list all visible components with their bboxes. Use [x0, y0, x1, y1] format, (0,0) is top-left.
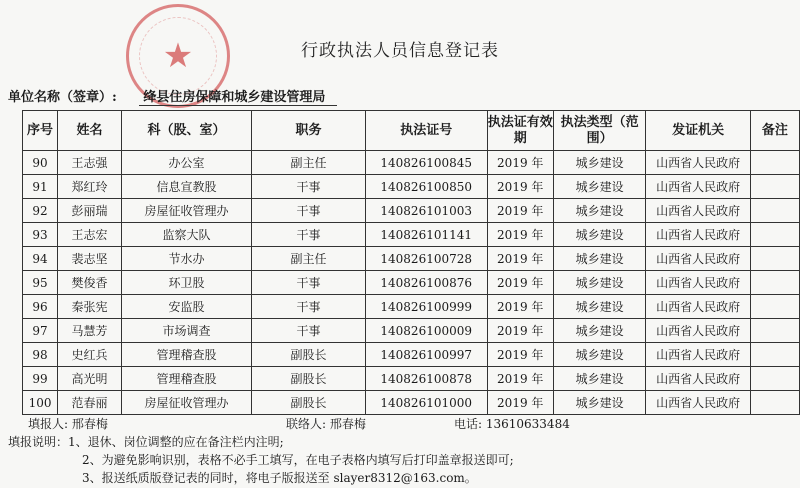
table-row — [23, 199, 800, 223]
table-cell: 秦张宪 — [58, 295, 122, 319]
page-title: 行政执法人员信息登记表 — [301, 41, 499, 61]
table-cell: 城乡建设 — [553, 271, 645, 295]
table-cell: 山西省人民政府 — [646, 247, 750, 271]
table-cell: 城乡建设 — [553, 367, 645, 391]
header-cell: 职务 — [252, 111, 366, 151]
table-cell: 140826101000 — [365, 391, 487, 415]
table-cell: 城乡建设 — [553, 175, 645, 199]
header-cell: 序号 — [23, 111, 58, 151]
table-cell: 2019 年 — [487, 391, 553, 415]
unit-name-line — [8, 86, 337, 106]
table-cell — [750, 391, 799, 415]
table-cell: 高光明 — [58, 367, 122, 391]
table-cell: 樊俊香 — [58, 271, 122, 295]
table-cell: 2019 年 — [487, 151, 553, 175]
table-cell: 监察大队 — [121, 223, 251, 247]
table-cell: 140826100997 — [365, 343, 487, 367]
table-cell — [750, 175, 799, 199]
table-cell: 140826100728 — [365, 247, 487, 271]
table-cell: 马慧芳 — [58, 319, 122, 343]
table-cell: 城乡建设 — [553, 295, 645, 319]
header-cell: 执法证有效期 — [487, 111, 553, 151]
table-cell: 干事 — [252, 295, 366, 319]
table-row — [23, 175, 800, 199]
seal-star-icon: ★ — [162, 36, 194, 76]
table-cell: 2019 年 — [487, 247, 553, 271]
table-cell: 2019 年 — [487, 343, 553, 367]
table-header-row — [23, 111, 800, 151]
table-cell: 96 — [23, 295, 58, 319]
table-cell: 2019 年 — [487, 295, 553, 319]
table-cell: 城乡建设 — [553, 391, 645, 415]
contact-phone: 电话: 13610633484 — [454, 417, 570, 431]
table-cell: 山西省人民政府 — [646, 391, 750, 415]
table-cell — [750, 295, 799, 319]
table-cell: 副股长 — [252, 391, 366, 415]
table-cell: 山西省人民政府 — [646, 199, 750, 223]
table-cell: 2019 年 — [487, 367, 553, 391]
table-cell — [750, 343, 799, 367]
table-cell: 干事 — [252, 199, 366, 223]
table-cell: 城乡建设 — [553, 151, 645, 175]
registration-table — [22, 110, 800, 415]
table-row — [23, 319, 800, 343]
table-cell: 93 — [23, 223, 58, 247]
table-cell: 副股长 — [252, 367, 366, 391]
table-cell: 王志宏 — [58, 223, 122, 247]
table-cell: 140826100845 — [365, 151, 487, 175]
unit-value: 绛县住房保障和城乡建设管理局 — [139, 86, 337, 106]
table-row — [23, 343, 800, 367]
table-cell — [750, 199, 799, 223]
table-cell: 92 — [23, 199, 58, 223]
table-cell — [750, 319, 799, 343]
table-cell: 副股长 — [252, 343, 366, 367]
filler-name: 填报人: 邢春梅 — [28, 417, 108, 431]
header-cell: 发证机关 — [646, 111, 750, 151]
table-cell: 市场调查 — [121, 319, 251, 343]
table-row — [23, 223, 800, 247]
table-cell: 郑红玲 — [58, 175, 122, 199]
table-cell: 2019 年 — [487, 271, 553, 295]
table-row — [23, 391, 800, 415]
table-cell: 140826101141 — [365, 223, 487, 247]
table-cell: 副主任 — [252, 247, 366, 271]
table-cell: 干事 — [252, 223, 366, 247]
header-cell: 备注 — [750, 111, 799, 151]
filling-notes — [8, 433, 514, 487]
contact-person: 联络人: 邢春梅 — [286, 417, 366, 431]
table-cell: 山西省人民政府 — [646, 223, 750, 247]
table-cell: 办公室 — [121, 151, 251, 175]
table-cell: 城乡建设 — [553, 247, 645, 271]
table-cell: 山西省人民政府 — [646, 367, 750, 391]
table-cell: 房屋征收管理办 — [121, 199, 251, 223]
table-row — [23, 295, 800, 319]
table-cell: 山西省人民政府 — [646, 343, 750, 367]
table-cell: 城乡建设 — [553, 343, 645, 367]
table-cell: 房屋征收管理办 — [121, 391, 251, 415]
table-cell — [750, 271, 799, 295]
table-row — [23, 367, 800, 391]
table-cell: 山西省人民政府 — [646, 151, 750, 175]
table-cell: 99 — [23, 367, 58, 391]
table-cell: 范春丽 — [58, 391, 122, 415]
table-row — [23, 151, 800, 175]
table-cell: 裴志坚 — [58, 247, 122, 271]
header-cell: 科（股、室） — [121, 111, 251, 151]
table-cell: 彭丽瑞 — [58, 199, 122, 223]
table-cell: 信息宣教股 — [121, 175, 251, 199]
table-cell: 94 — [23, 247, 58, 271]
header-cell: 执法类型（范围） — [553, 111, 645, 151]
table-cell: 山西省人民政府 — [646, 319, 750, 343]
unit-label: 单位名称（签章）: — [8, 90, 117, 105]
table-cell: 干事 — [252, 175, 366, 199]
table-cell — [750, 247, 799, 271]
table-cell — [750, 151, 799, 175]
header-cell: 姓名 — [58, 111, 122, 151]
table-cell: 90 — [23, 151, 58, 175]
table-cell: 140826100999 — [365, 295, 487, 319]
table-cell: 城乡建设 — [553, 319, 645, 343]
table-cell: 干事 — [252, 271, 366, 295]
table-cell: 王志强 — [58, 151, 122, 175]
table-cell: 城乡建设 — [553, 199, 645, 223]
note-1: 填报说明：1、退休、岗位调整的应在备注栏内注明; — [8, 435, 284, 449]
table-cell: 140826100878 — [365, 367, 487, 391]
note-3: 3、报送纸质版登记表的同时，将电子版报送至 slayer8312@163.com。 — [82, 471, 477, 485]
table-cell: 史红兵 — [58, 343, 122, 367]
table-cell: 2019 年 — [487, 223, 553, 247]
note-2: 2、为避免影响识别，表格不必手工填写，在电子表格内填写后打印盖章报送即可; — [82, 453, 514, 467]
table-cell: 副主任 — [252, 151, 366, 175]
table-cell: 140826101003 — [365, 199, 487, 223]
table-cell: 2019 年 — [487, 175, 553, 199]
table-cell: 91 — [23, 175, 58, 199]
table-cell: 安监股 — [121, 295, 251, 319]
table-cell: 97 — [23, 319, 58, 343]
table-cell — [750, 223, 799, 247]
table-cell: 140826100876 — [365, 271, 487, 295]
header-cell: 执法证号 — [365, 111, 487, 151]
table-cell: 山西省人民政府 — [646, 271, 750, 295]
table-cell: 2019 年 — [487, 199, 553, 223]
table-cell: 城乡建设 — [553, 223, 645, 247]
table-cell: 140826100009 — [365, 319, 487, 343]
table-cell: 140826100850 — [365, 175, 487, 199]
table-cell: 2019 年 — [487, 319, 553, 343]
table-cell: 山西省人民政府 — [646, 175, 750, 199]
table-cell: 95 — [23, 271, 58, 295]
table-cell: 管理稽查股 — [121, 343, 251, 367]
table-cell: 干事 — [252, 319, 366, 343]
table-row — [23, 247, 800, 271]
table-cell — [750, 367, 799, 391]
table-cell: 管理稽查股 — [121, 367, 251, 391]
table-cell: 98 — [23, 343, 58, 367]
table-cell: 环卫股 — [121, 271, 251, 295]
table-cell: 山西省人民政府 — [646, 295, 750, 319]
table-row — [23, 271, 800, 295]
table-cell: 100 — [23, 391, 58, 415]
table-cell: 节水办 — [121, 247, 251, 271]
